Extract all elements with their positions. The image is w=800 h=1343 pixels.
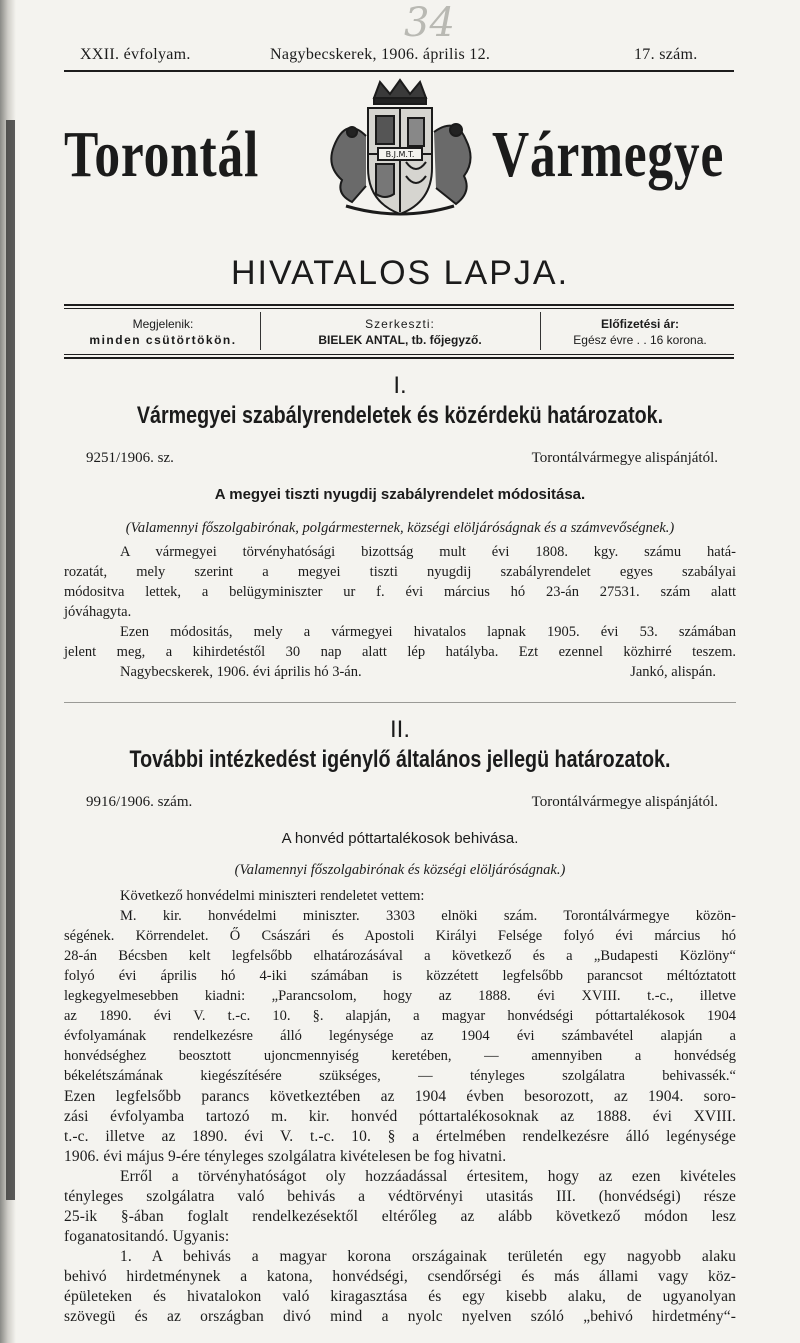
issue-number: 17. szám. [634,46,698,63]
s2-line-13: 1906. évi május 9-ére tényleges szolgálatra kivételesen be fog hivatni. [64,1148,507,1165]
s1-line-4: jóváhagyta. [64,604,132,620]
s2-line-11: zási évfolyamba tartozó m. kir. honvéd póttartalékosoknak az 1888. évi XVIII. [64,1108,736,1125]
price-value: Egész évre . . 16 korona. [573,333,707,347]
section-2-number: II. [389,716,410,743]
s1-date-line: Nagybecskerek, 1906. évi április hó 3-án. [120,664,362,680]
section-1-title: Vármegyei szabályrendeletek és közérdekü határozatok. [136,402,664,429]
section-1-ref-number: 9251/1906. sz. [86,450,174,466]
s2-line-18: 1. A behivás a magyar korona országainak területén egy nagyobb alaku [120,1248,736,1265]
section-separator [64,702,736,703]
publish-label: Megjelenik: [132,317,194,331]
editor-value: BIELEK ANTAL, tb. főjegyző. [318,333,482,347]
s2-line-4: folyó évi április hó 4-iki számában is közzétett legfelsőbb parancsot méltóztatott [64,968,736,984]
s2-line-17: foganatositandó. Ugyanis: [64,1228,230,1245]
s2-line-3: 28-án Bécsben kelt legfelsőbb elhatározásával a következő és a „Budapesti Közlöny“ [64,948,736,964]
price-info [550,316,730,348]
s2-line-8: honvédséghez beosztott ujoncmennyiség keretében, — amennyiben a honvédség [64,1048,736,1064]
s2-line-2: ségének. Körrendelet. Ő Császári és Apostoli Királyi Felsége folyó évi március hó [64,928,736,944]
volume-label: XXII. évfolyam. [80,46,191,63]
s2-line-9: békelétszámának kiegészítésére szükséges, — tényleges szolgálatra behivassék.“ [64,1068,736,1084]
s2-line-14: Erről a törvényhatóságot oly hozzáadással értesitem, hogy az ezen kivételes [120,1168,736,1185]
section-1-addressees: (Valamennyi főszolgabirónak, polgármesternek, községi elöljáróságnak és a számvevőségnek.) [125,520,675,536]
publish-info [68,316,258,348]
section-2-ref-number: 9916/1906. szám. [86,794,193,810]
section-2-title: További intézkedést igénylő általános jellegü határozatok. [129,746,671,773]
place-date: Nagybecskerek, 1906. április 12. [270,46,491,63]
price-label: Előfizetési ár: [600,317,680,331]
info-divider-1 [260,312,261,350]
coat-of-arms-icon [316,76,484,222]
s2-line-5: legkegyelmesebben kiadni: „Parancsolom, hogy az 1888. évi XVIII. t.-c., illetve [64,988,736,1004]
section-1-ref-from: Torontálvármegye alispánjától. [531,450,718,466]
s1-line-1: A vármegyei törvényhatósági bizottság mult évi 1808. kgy. számu hatá- [120,544,736,560]
handwritten-page-number: 34 [404,0,455,46]
header-rule [64,70,734,72]
info-bottom-rule-thin [64,354,734,355]
masthead-left: Torontál [64,118,260,191]
masthead-right: Vármegye [492,118,725,191]
s1-line-6: jelent meg, a kihirdetéstől 30 nap alatt lép hatályba. Ezt ezennel közhirré teszem. [64,644,736,660]
info-divider-2 [540,312,541,350]
s2-line-16: 25-ik §-ában foglalt rendelkezésektől eltérőleg az alább következő módon lesz [64,1208,736,1225]
editor-label: Szerkeszti: [365,317,435,331]
editor-info [270,316,530,348]
s2-line-12: t.-c. illetve az 1890. évi V. t.-c. 10. § a értelmében rendelkezésre álló legénysége [64,1128,736,1145]
section-2-article-title: A honvéd póttartalékosok behivása. [281,830,519,847]
crest-lettering: B.J.M.T. [385,150,415,159]
s2-line-21: szövegü és az országban divó mind a nyolc nyelven szóló „behivó hirdetmény“- [64,1308,736,1325]
s2-line-20: épületeken és hivatalokon való kiragasztása és egy kisebb alaku, de ugyanolyan [64,1288,736,1305]
s2-line-19: behivó hirdetménynek a katona, honvédségi, csendőrségi és más állami vagy köz- [64,1268,736,1285]
s2-line-6: az 1890. évi V. t.-c. 10. §. alapján, a magyar honvédségi póttartalékosok 1904 [64,1008,736,1024]
s1-line-3: módositva lettek, a belügyminiszter ur f. évi március hó 23-án 27531. szám alatt [64,584,736,600]
s2-line-7: évfolyamának rendelkezésre álló legénysége az 1904 évi számbavétel alapján a [64,1028,736,1044]
section-2-ref-from: Torontálvármegye alispánjától. [531,794,718,810]
s2-line-1: M. kir. honvédelmi miniszter. 3303 elnöki szám. Torontálvármegye közön- [120,908,736,924]
section-1-number: I. [393,372,407,399]
s1-line-2: rozatát, mely szerint a megyei tiszti nyugdij szabályrendelet egyes szabályai [64,564,736,580]
section-2-addressees: (Valamennyi főszolgabirónak és községi elöljáróságnak.) [234,862,566,878]
info-bottom-rule [64,357,734,359]
s2-line-15: tényleges szolgálatra való behivás a védtörvényi utasitás III. (honvédségi) része [64,1188,736,1205]
masthead-subtitle: HIVATALOS LAPJA. [230,254,570,292]
section-1-article-title: A megyei tiszti nyugdij szabályrendelet módositása. [214,486,586,503]
s1-signature: Jankó, alispán. [630,664,716,680]
s2-line-10: Ezen legfelsőbb parancs következtében az 1904 évben besorozott, az 1904. soro- [64,1088,736,1105]
s1-line-5: Ezen módositás, mely a vármegyei hivatalos lapnak 1905. évi 53. számában [120,624,736,640]
info-top-rule-thin [64,308,734,309]
info-top-rule [64,304,734,306]
publish-value: minden csütörtökön. [89,333,237,347]
s2-intro: Következő honvédelmi miniszteri rendeletet vettem: [120,888,425,904]
